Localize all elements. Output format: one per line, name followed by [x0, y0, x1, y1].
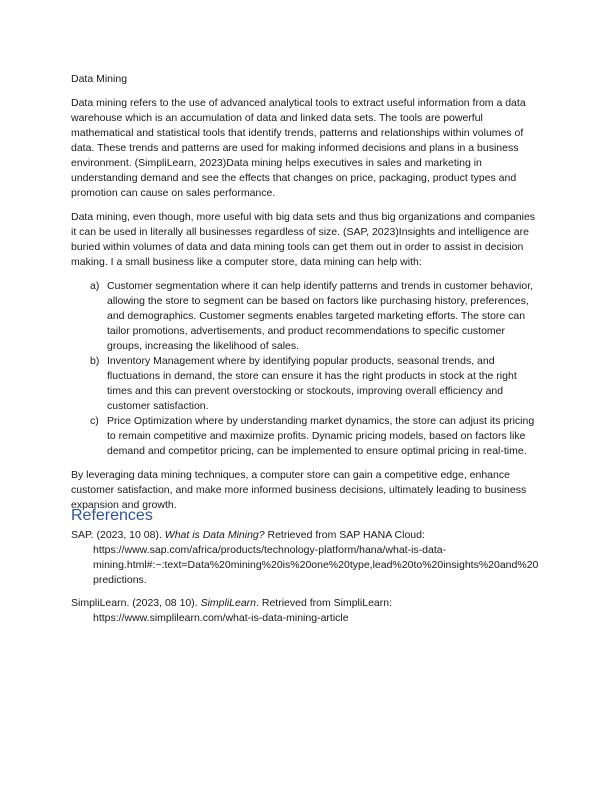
reference-suffix: Retrieved from SAP HANA Cloud: https://www.sap.com/africa/products/technology-platform/hana/what-is-data-mining.html#:~:text=Data%20mining%20is%20one%20type,lead%20to%20insights%20and%20predictions. — [93, 529, 539, 586]
list-marker: b) — [90, 355, 100, 367]
reference-prefix: SimpliLearn. (2023, 08 10). — [71, 597, 201, 609]
document-body — [71, 72, 537, 522]
reference-entry — [71, 596, 541, 626]
reference-title: What is Data Mining? — [164, 529, 265, 541]
benefits-list — [71, 279, 537, 459]
reference-prefix: SAP. (2023, 10 08). — [71, 529, 165, 541]
list-marker: a) — [90, 280, 100, 292]
list-item-text: Inventory Management where by identifying popular products, seasonal trends, and fluctuations in demand, the store can ensure it has the right products in stock at the right times and this can prevent overstocking or stockouts, improving overall efficiency and customer satisfaction. — [107, 355, 517, 412]
references-heading: References — [71, 507, 153, 524]
list-item — [71, 354, 537, 414]
reference-entry — [71, 528, 541, 588]
list-marker: c) — [90, 415, 99, 427]
paragraph-applicability: Data mining, even though, more useful with big data sets and thus big organizations and companies it can be used in literally all businesses regardless of size. (SAP, 2023)Insights and intelligence are buried within volumes of data and data mining tools can get them out in order to assist in decision making. I a small business like a computer store, data mining can help with: — [71, 211, 536, 268]
list-item — [71, 279, 537, 354]
list-item-text: Price Optimization where by understanding market dynamics, the store can adjust its pricing to remain competitive and maximize profits. Dynamic pricing models, based on factors like demand and competitor pricing, can be implemented to ensure optimal pricing in real-time. — [107, 415, 535, 457]
references-list — [71, 528, 541, 634]
document-title: Data Mining — [71, 73, 128, 85]
reference-title: SimpliLearn — [200, 597, 257, 609]
list-item — [71, 414, 537, 459]
reference-suffix: . Retrieved from SimpliLearn: https://www.simplilearn.com/what-is-data-mining-article — [93, 597, 392, 624]
paragraph-conclusion: By leveraging data mining techniques, a computer store can gain a competitive edge, enhance customer satisfaction, and make more informed business decisions, ultimately leading to business expansion and growth. — [71, 469, 527, 511]
paragraph-intro: Data mining refers to the use of advanced analytical tools to extract useful information from a data warehouse which is an accumulation of data and linked data sets. The tools are powerful mathematical and statistical tools that identify trends, patterns and relationships within volumes of data. These trends and patterns are used for making informed decisions and plans in a business environment. (SimpliLearn, 2023)Data mining helps executives in sales and marketing in understanding demand and see the effects that changes on price, packaging, product types and promotion can cause on sales performance. — [71, 97, 526, 199]
list-item-text: Customer segmentation where it can help identify patterns and trends in customer behavior, allowing the store to segment can be based on factors like purchasing history, preferences, and demographics. Customer segments enables targeted marketing efforts. The store can tailor promotions, advertisements, and product recommendations to specific customer groups, increasing the likelihood of sales. — [107, 280, 534, 352]
